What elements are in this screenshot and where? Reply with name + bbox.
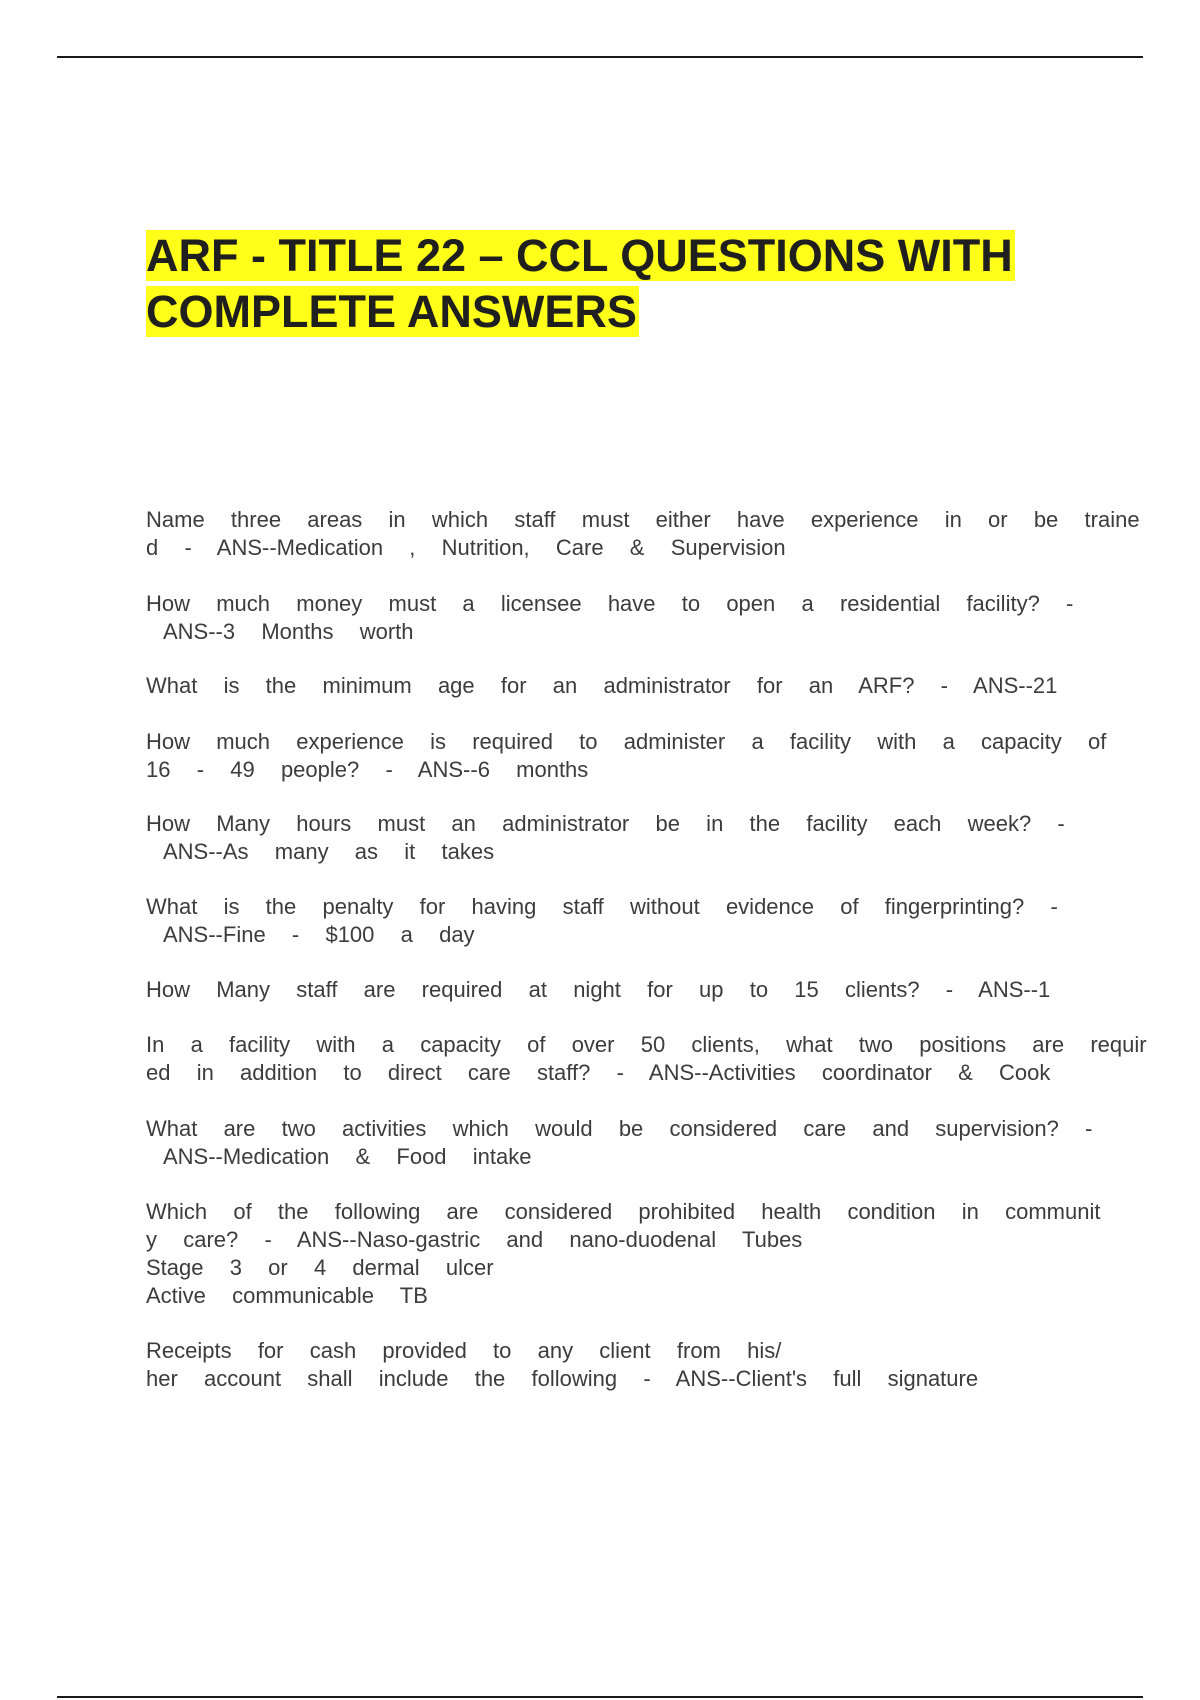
page-title: [146, 228, 1106, 340]
qa-item: [146, 672, 1084, 700]
qa-line: ANS--Medication & Food intake: [163, 1144, 532, 1169]
bottom-rule: [57, 1696, 1143, 1698]
qa-item: [146, 590, 1084, 646]
qa-line: What are two activities which would be considered care and supervision? -: [146, 1116, 1093, 1141]
qa-item: [146, 1115, 1093, 1171]
qa-item: [146, 810, 1084, 866]
qa-line: In a facility with a capacity of over 50 clients, what two positions are requir: [146, 1032, 1147, 1057]
qa-line: How Many hours must an administrator be in the facility each week? -: [146, 811, 1065, 836]
qa-line: How much money must a licensee have to open a residential facility? -: [146, 591, 1074, 616]
qa-line: ANS--3 Months worth: [163, 619, 414, 644]
title-line-2: COMPLETE ANSWERS: [146, 286, 637, 337]
title-line-1: ARF - TITLE 22 – CCL QUESTIONS WITH: [146, 230, 1013, 281]
qa-line: ed in addition to direct care staff? - ANS--Activities coordinator & Cook: [146, 1060, 1051, 1085]
qa-line: Stage 3 or 4 dermal ulcer: [146, 1255, 494, 1280]
qa-line: How Many staff are required at night for up to 15 clients? - ANS--1: [146, 977, 1051, 1002]
qa-line: 16 - 49 people? - ANS--6 months: [146, 757, 589, 782]
qa-line: What is the minimum age for an administrator for an ARF? - ANS--21: [146, 673, 1058, 698]
qa-item: [146, 1198, 1101, 1310]
qa-item: [146, 976, 1084, 1004]
qa-line: d - ANS--Medication , Nutrition, Care & Supervision: [146, 535, 786, 560]
qa-line: Active communicable TB: [146, 1283, 428, 1308]
qa-line: ANS--As many as it takes: [163, 839, 495, 864]
qa-line: What is the penalty for having staff without evidence of fingerprinting? -: [146, 894, 1058, 919]
qa-item: [146, 506, 1140, 562]
qa-item: [146, 1337, 1084, 1393]
top-rule: [57, 56, 1143, 58]
qa-line: Name three areas in which staff must either have experience in or be traine: [146, 507, 1140, 532]
qa-line: her account shall include the following - ANS--Client's full signature: [146, 1366, 979, 1391]
qa-item: [146, 728, 1107, 784]
qa-item: [146, 1031, 1147, 1087]
qa-line: ANS--Fine - $100 a day: [163, 922, 475, 947]
qa-item: [146, 893, 1084, 949]
qa-line: Receipts for cash provided to any client from his/: [146, 1338, 782, 1363]
qa-line: y care? - ANS--Naso-gastric and nano-duodenal Tubes: [146, 1227, 803, 1252]
qa-line: How much experience is required to administer a facility with a capacity of: [146, 729, 1107, 754]
qa-line: Which of the following are considered prohibited health condition in communit: [146, 1199, 1101, 1224]
